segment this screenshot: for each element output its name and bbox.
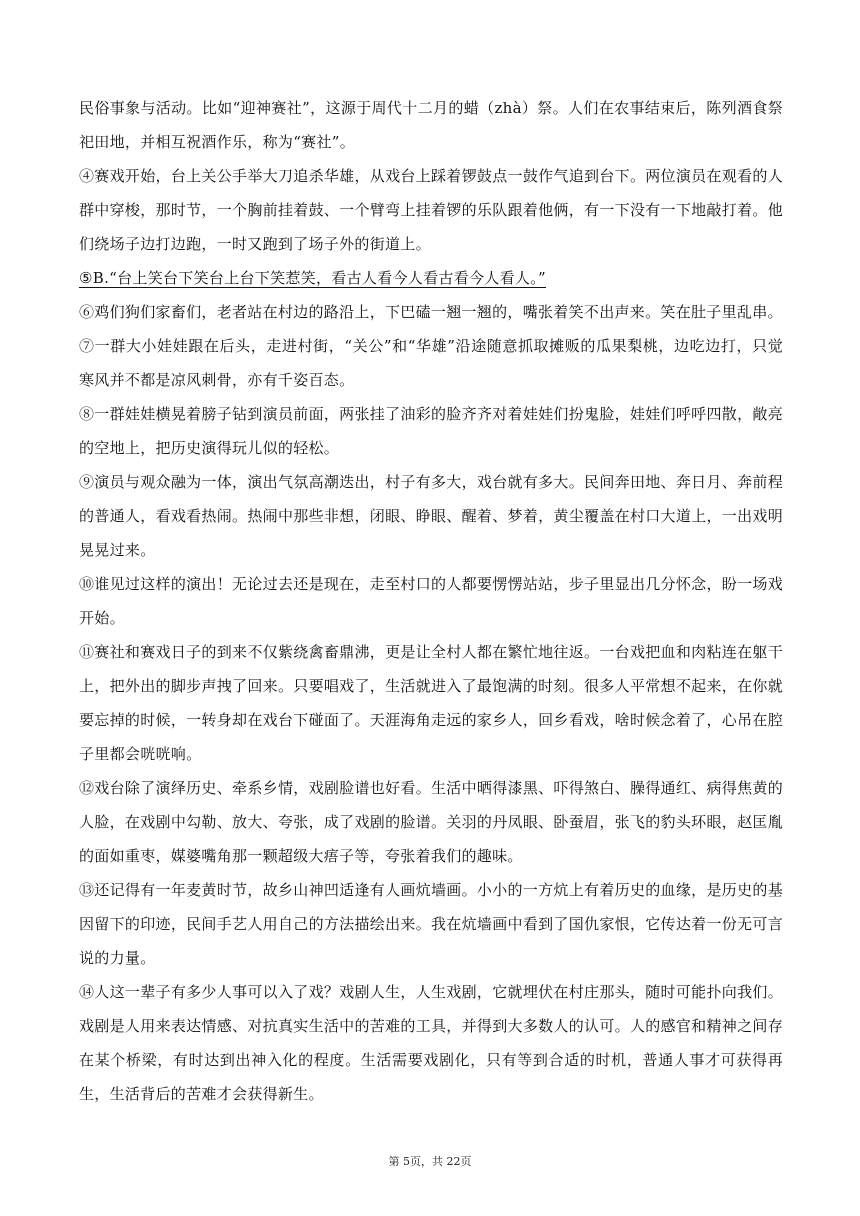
paragraph-4: ④赛戏开始，台上关公手举大刀追杀华雄，从戏台上踩着锣鼓点一鼓作气追到台下。两位演员在观看的人群中穿梭，那时节，一个胸前挂着鼓、一个臂弯上挂着锣的乐队跟着他俩，有一下没有一下地敲打着。他们绕场子边打边跑，一时又跑到了场子外的街道上。 [79, 167, 783, 253]
document-body [79, 91, 783, 1111]
paragraph-8: ⑧一群娃娃横晃着膀子钻到演员前面，两张挂了油彩的脸齐齐对着娃娃们扮鬼脸，娃娃们呼呼四散，敞亮的空地上，把历史演得玩儿似的轻松。 [79, 405, 783, 457]
paragraph-6: ⑥鸡们狗们家畜们，老者站在村边的路沿上，下巴磕一翘一翘的，嘴张着笑不出声来。笑在肚子里乱串。 [79, 303, 783, 321]
paragraph-9: ⑨演员与观众融为一体，演出气氛高潮迭出，村子有多大，戏台就有多大。民间奔田地、奔日月、奔前程的普通人，看戏看热闹。热闹中那些非想，闭眼、睁眼、醒着、梦着，黄尘覆盖在村口大道上，一出戏明晃晃过来。 [79, 473, 783, 559]
paragraph-13: ⑬还记得有一年麦黄时节，故乡山神凹适逢有人画炕墙画。小小的一方炕上有着历史的血缘，是历史的基因留下的印迹，民间手艺人用自己的方法描绘出来。我在炕墙画中看到了国仇家恨，它传达着一份无可言说的力量。 [79, 881, 783, 967]
paragraph-7: ⑦一群大小娃娃跟在后头，走进村街，“关公”和“华雄”沿途随意抓取摊贩的瓜果梨桃，边吃边打，只觉寒风并不都是凉风刺骨，亦有千姿百态。 [79, 337, 783, 389]
page-number-footer: 第 5页，共 22页 [388, 1155, 472, 1168]
paragraph-intro: 民俗事象与活动。比如“迎神赛社”，这源于周代十二月的蜡（zhà）祭。人们在农事结束后，陈列酒食祭祀田地，并相互祝酒作乐，称为“赛社”。 [79, 99, 783, 151]
paragraph-12: ⑫戏台除了演绎历史、牵系乡情，戏剧脸谱也好看。生活中晒得漆黑、吓得煞白、臊得通红、病得焦黄的人脸，在戏剧中勾勒、放大、夸张，成了戏剧的脸谱。关羽的丹凤眼、卧蚕眉，张飞的豹头环眼，赵匡胤的面如重枣，媒婆嘴角那一颗超级大痦子等，夸张着我们的趣味。 [79, 779, 783, 865]
paragraph-10: ⑩谁见过这样的演出！无论过去还是现在，走至村口的人都要愣愣站站，步子里显出几分怀念，盼一场戏开始。 [79, 575, 783, 627]
paragraph-14: ⑭人这一辈子有多少人事可以入了戏？戏剧人生，人生戏剧，它就埋伏在村庄那头，随时可能扑向我们。戏剧是人用来表达情感、对抗真实生活中的苦难的工具，并得到大多数人的认可。人的感官和精神之间存在某个桥梁，有时达到出神入化的程度。生活需要戏剧化，只有等到合适的时机，普通人事才可获得再生，生活背后的苦难才会获得新生。 [79, 983, 783, 1103]
paragraph-5-underlined: ⑤B.“台上笑台下笑台上台下笑惹笑，看古人看今人看古看今人看人。” [79, 269, 546, 287]
paragraph-11: ⑪赛社和赛戏日子的到来不仅紫绕禽畜鼎沸，更是让全村人都在繁忙地往返。一台戏把血和肉粘连在躯干上，把外出的脚步声拽了回来。只要唱戏了，生活就进入了最饱满的时刻。很多人平常想不起来，在你就要忘掉的时候，一转身却在戏台下碰面了。天涯海角走远的家乡人，回乡看戏，啥时候念着了，心吊在腔子里都会咣咣响。 [79, 643, 783, 763]
